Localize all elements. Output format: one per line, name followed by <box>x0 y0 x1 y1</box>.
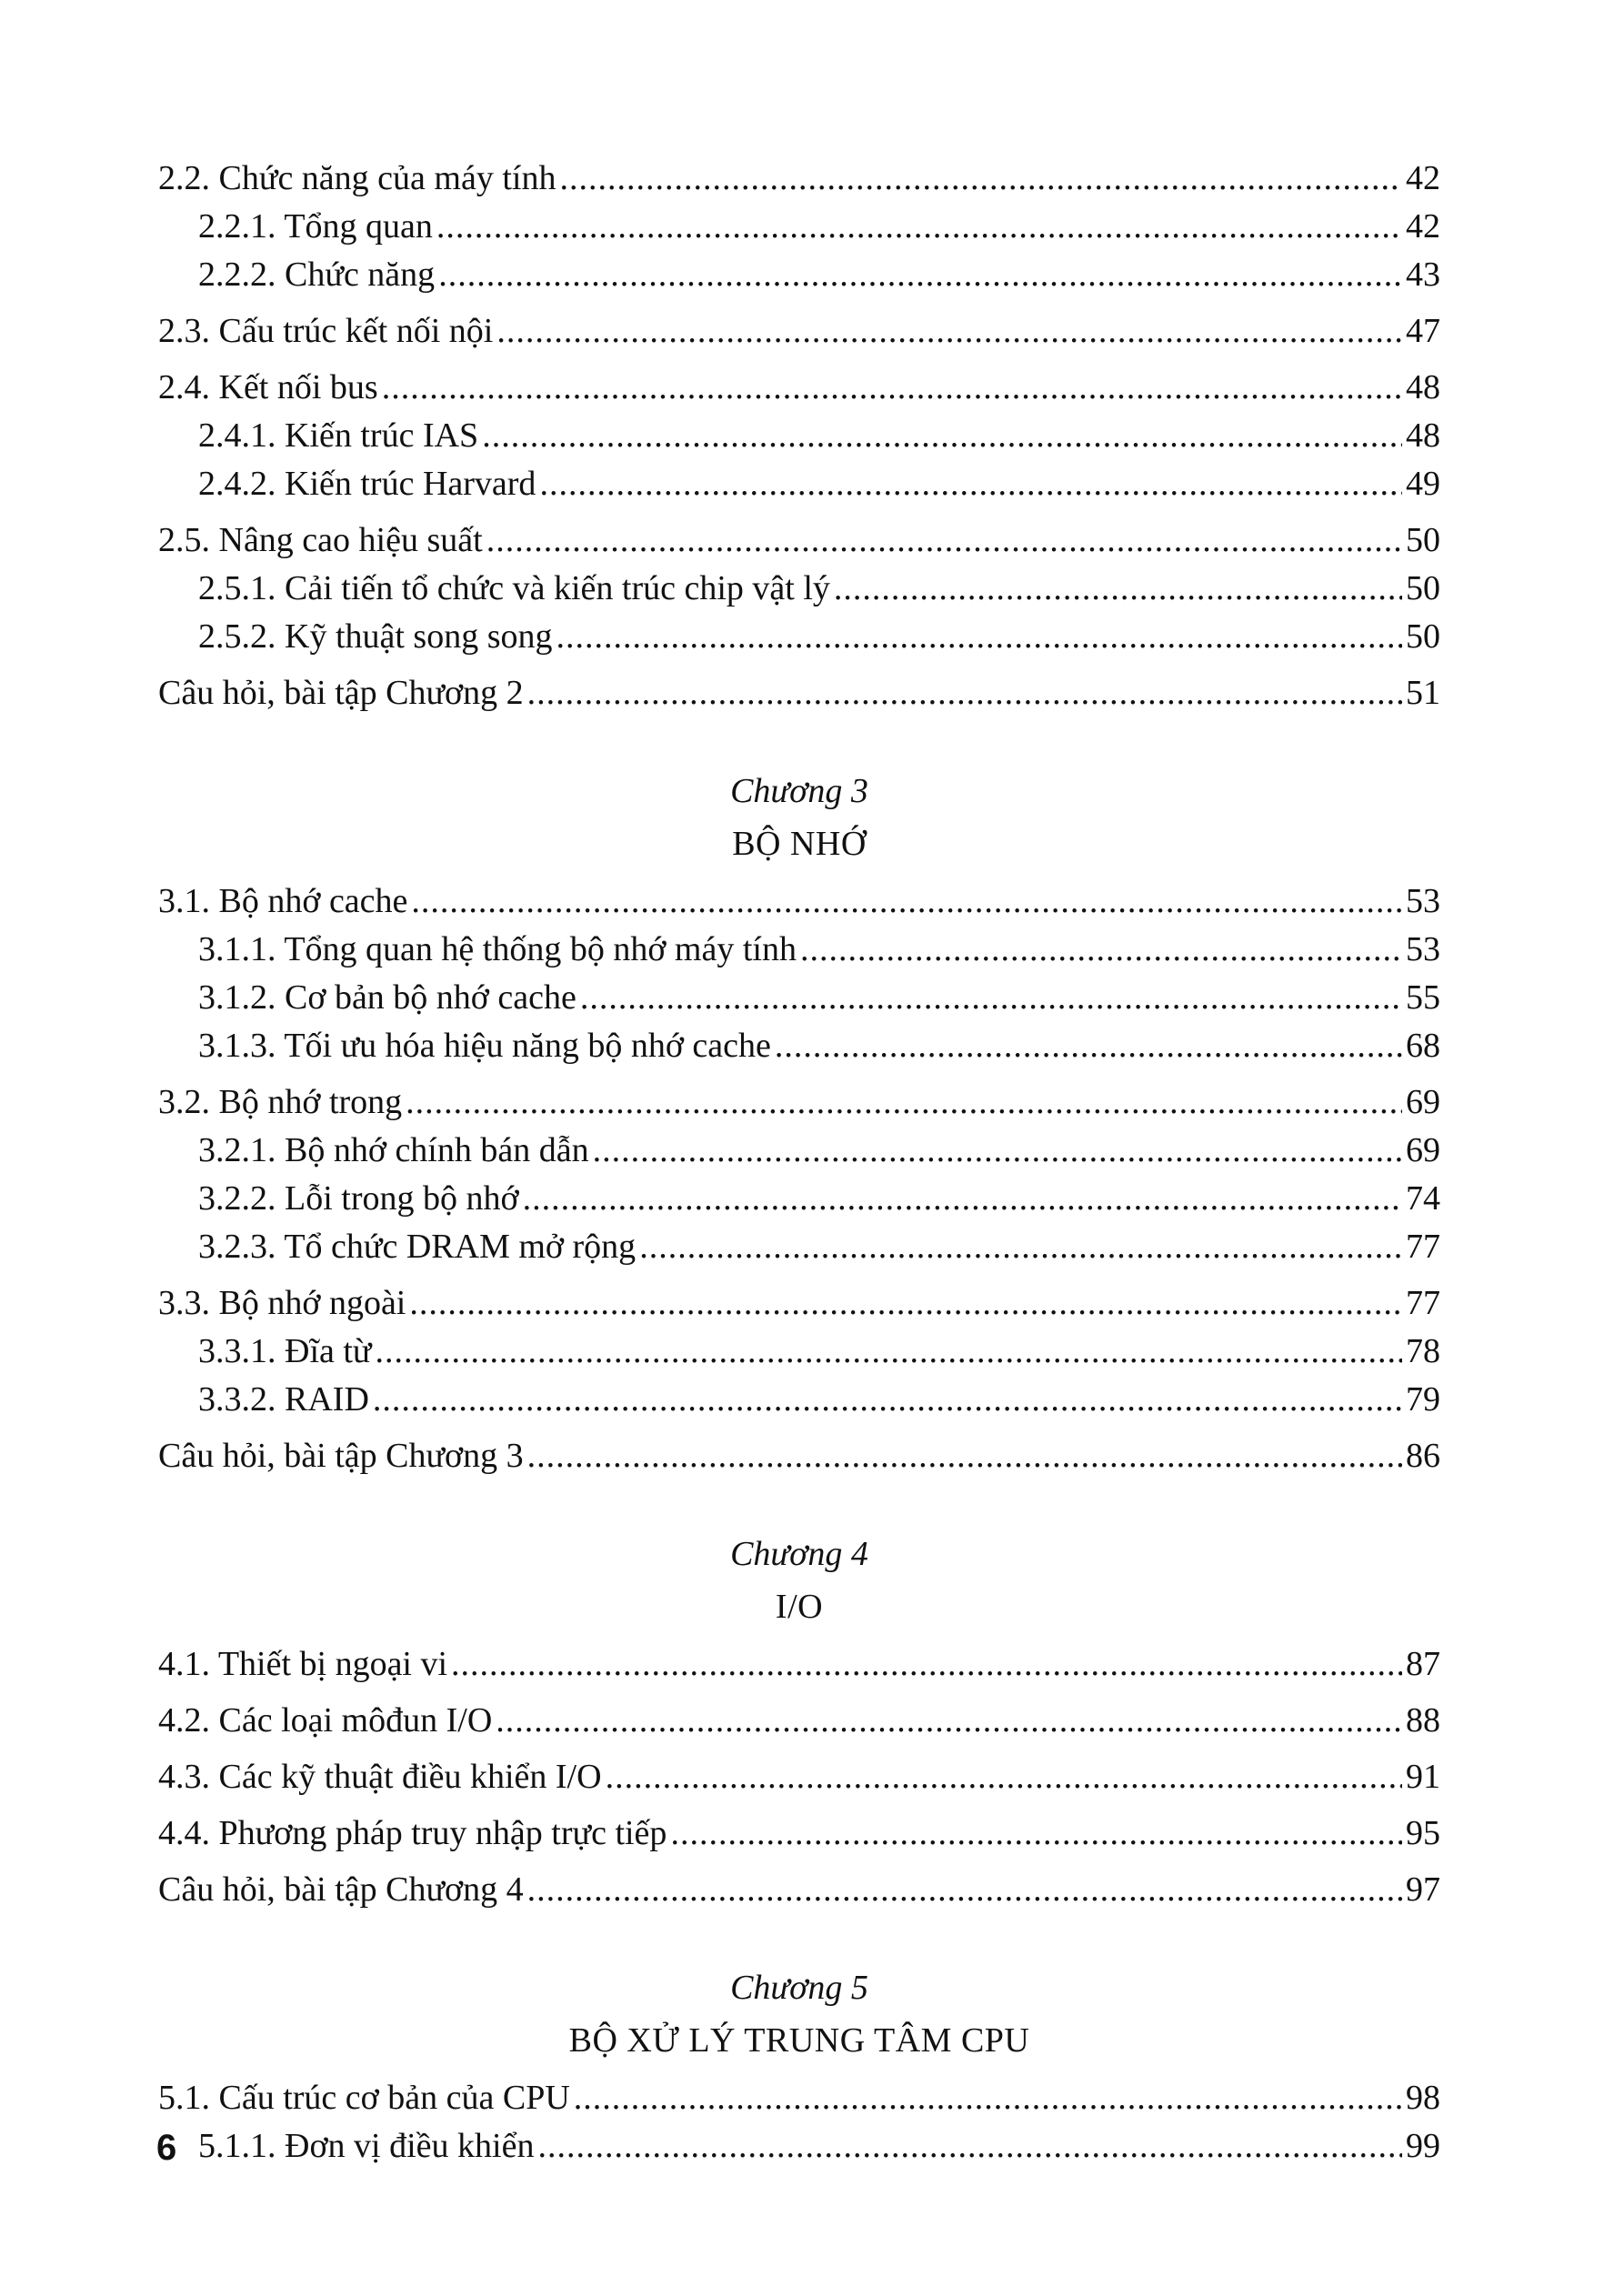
toc-subentry <box>158 412 1440 460</box>
chapter-heading <box>158 1961 1440 2067</box>
toc-entry <box>158 1640 1440 1689</box>
toc-entry-title: 4.4. Phương pháp truy nhập trực tiếp <box>158 1814 667 1852</box>
toc-entry-title: Câu hỏi, bài tập Chương 3 <box>158 1437 524 1475</box>
dot-leader <box>406 1078 1402 1126</box>
toc-page-number: 48 <box>1406 368 1440 406</box>
chapter-title: BỘ XỬ LÝ TRUNG TÂM CPU <box>568 2021 1030 2060</box>
toc-entry-title: 3.1.2. Cơ bản bộ nhớ cache <box>198 978 576 1017</box>
toc-page-number: 99 <box>1406 2127 1440 2165</box>
dot-leader <box>411 877 1402 925</box>
dot-leader <box>496 307 1402 355</box>
dot-leader <box>537 2122 1402 2170</box>
toc-entry-title: 2.5. Nâng cao hiệu suất <box>158 521 483 559</box>
toc-page-number: 68 <box>1406 1027 1440 1065</box>
toc-entry-title: 3.3. Bộ nhớ ngoài <box>158 1284 406 1322</box>
toc-entry-title: 5.1.1. Đơn vị điều khiển <box>198 2127 535 2165</box>
toc-entry <box>158 2074 1440 2122</box>
toc-entry-title: 3.2. Bộ nhớ trong <box>158 1083 403 1121</box>
dot-leader <box>593 1127 1402 1174</box>
toc-entry-title: 2.2.2. Chức năng <box>198 256 436 294</box>
toc-page-number: 42 <box>1406 207 1440 246</box>
dot-leader <box>539 460 1402 507</box>
toc-subentry <box>158 613 1440 661</box>
toc-page-number: 87 <box>1406 1645 1440 1683</box>
toc-entry <box>158 155 1440 203</box>
toc-subentry <box>158 2122 1440 2171</box>
toc-entry-title: 2.5.1. Cải tiến tổ chức và kiến trúc chip vật lý <box>198 569 830 607</box>
chapter-label: Chương 4 <box>730 1535 868 1573</box>
chapter-title: I/O <box>775 1588 824 1626</box>
chapter-heading <box>158 1528 1440 1633</box>
toc-entry-title: 2.5.2. Kỹ thuật song song <box>198 617 553 656</box>
toc-entry-title: 2.4.2. Kiến trúc Harvard <box>198 465 536 503</box>
chapter-label: Chương 3 <box>730 772 868 810</box>
toc-subentry <box>158 1223 1440 1271</box>
toc-entry-title: 3.2.1. Bộ nhớ chính bán dẫn <box>198 1131 589 1169</box>
toc-page-number: 98 <box>1406 2079 1440 2117</box>
page-number: 6 <box>156 2128 177 2168</box>
toc-entry <box>158 364 1440 412</box>
toc-entry-title: Câu hỏi, bài tập Chương 4 <box>158 1870 524 1909</box>
toc-entry-title: 3.1. Bộ nhớ cache <box>158 882 408 920</box>
dot-leader <box>376 1328 1402 1375</box>
toc-entry <box>158 669 1440 717</box>
toc-entry <box>158 1078 1440 1127</box>
toc-entry <box>158 516 1440 565</box>
toc-entry <box>158 1810 1440 1858</box>
dot-leader <box>527 1866 1402 1913</box>
toc-page-number: 48 <box>1406 416 1440 455</box>
toc-page-number: 77 <box>1406 1284 1440 1322</box>
toc-subentry <box>158 565 1440 613</box>
toc-entry <box>158 1279 1440 1328</box>
toc-entry <box>158 877 1440 926</box>
toc-entry-title: 3.1.3. Tối ưu hóa hiệu năng bộ nhớ cache <box>198 1027 771 1065</box>
toc-page-number: 79 <box>1406 1380 1440 1419</box>
toc-entry <box>158 1432 1440 1480</box>
toc-subentry <box>158 251 1440 299</box>
toc-entry <box>158 307 1440 356</box>
toc-entry-title: 2.2.1. Tổng quan <box>198 207 433 246</box>
toc-entry-title: 3.1.1. Tổng quan hệ thống bộ nhớ máy tính <box>198 930 797 968</box>
toc-page-number: 91 <box>1406 1758 1440 1796</box>
toc-page-number: 86 <box>1406 1437 1440 1475</box>
dot-leader <box>559 155 1402 202</box>
chapter-title: BỘ NHỚ <box>732 825 867 863</box>
dot-leader <box>670 1810 1402 1857</box>
dot-leader <box>606 1753 1402 1800</box>
toc-page-number: 74 <box>1406 1179 1440 1218</box>
toc-page-number: 42 <box>1406 159 1440 197</box>
toc-subentry <box>158 1022 1440 1070</box>
dot-leader <box>580 974 1402 1021</box>
toc-subentry <box>158 460 1440 508</box>
toc-page-number: 69 <box>1406 1083 1440 1121</box>
dot-leader <box>436 203 1402 250</box>
chapter-label: Chương 5 <box>730 1969 868 2007</box>
toc-page-number: 95 <box>1406 1814 1440 1852</box>
toc-page-number: 51 <box>1406 674 1440 712</box>
toc-page-number: 88 <box>1406 1701 1440 1740</box>
toc-subentry <box>158 1127 1440 1175</box>
dot-leader <box>451 1640 1402 1688</box>
toc-page-number: 49 <box>1406 465 1440 503</box>
dot-leader <box>775 1022 1402 1069</box>
dot-leader <box>523 1175 1402 1222</box>
toc-entry-title: 3.3.1. Đĩa từ <box>198 1332 372 1370</box>
toc-page-number: 43 <box>1406 256 1440 294</box>
dot-leader <box>800 926 1402 973</box>
toc-entry-title: 4.1. Thiết bị ngoại vi <box>158 1645 448 1683</box>
dot-leader <box>373 1376 1402 1423</box>
dot-leader <box>556 613 1403 660</box>
dot-leader <box>527 669 1402 717</box>
toc-subentry <box>158 1328 1440 1376</box>
toc-entry-title: 5.1. Cấu trúc cơ bản của CPU <box>158 2079 570 2117</box>
toc-page-number: 77 <box>1406 1228 1440 1266</box>
toc-entry-title: 4.3. Các kỹ thuật điều khiển I/O <box>158 1758 602 1796</box>
dot-leader <box>574 2074 1402 2121</box>
toc-entry-title: 3.3.2. RAID <box>198 1380 369 1419</box>
toc-subentry <box>158 926 1440 974</box>
toc-page-number: 97 <box>1406 1870 1440 1909</box>
toc-entry-title: 2.2. Chức năng của máy tính <box>158 159 556 197</box>
toc-subentry <box>158 1376 1440 1424</box>
toc-entry-title: 2.4.1. Kiến trúc IAS <box>198 416 479 455</box>
toc-page-number: 50 <box>1406 569 1440 607</box>
toc-page-number: 53 <box>1406 930 1440 968</box>
toc-entry-title: Câu hỏi, bài tập Chương 2 <box>158 674 524 712</box>
toc-page-number: 47 <box>1406 312 1440 350</box>
toc-subentry <box>158 1175 1440 1223</box>
toc-entry-title: 4.2. Các loại môđun I/O <box>158 1701 493 1740</box>
dot-leader <box>639 1223 1402 1270</box>
table-of-contents <box>158 155 1440 2171</box>
dot-leader <box>527 1432 1402 1479</box>
toc-subentry <box>158 203 1440 251</box>
dot-leader <box>409 1279 1402 1327</box>
dot-leader <box>382 364 1402 411</box>
toc-entry-title: 2.3. Cấu trúc kết nối nội <box>158 312 494 350</box>
toc-subentry <box>158 974 1440 1022</box>
dot-leader <box>834 565 1402 612</box>
toc-entry <box>158 1697 1440 1745</box>
toc-page-number: 69 <box>1406 1131 1440 1169</box>
toc-page-number: 78 <box>1406 1332 1440 1370</box>
toc-entry-title: 2.4. Kết nối bus <box>158 368 378 406</box>
dot-leader <box>486 516 1402 564</box>
toc-entry <box>158 1866 1440 1914</box>
toc-page-number: 53 <box>1406 882 1440 920</box>
dot-leader <box>438 251 1402 298</box>
toc-page-number: 55 <box>1406 978 1440 1017</box>
chapter-heading <box>158 765 1440 870</box>
toc-entry <box>158 1753 1440 1801</box>
toc-entry-title: 3.2.2. Lỗi trong bộ nhớ <box>198 1179 519 1218</box>
toc-entry-title: 3.2.3. Tổ chức DRAM mở rộng <box>198 1228 637 1266</box>
toc-page-number: 50 <box>1406 617 1440 656</box>
dot-leader <box>482 412 1402 459</box>
toc-page-number: 50 <box>1406 521 1440 559</box>
dot-leader <box>496 1697 1402 1744</box>
